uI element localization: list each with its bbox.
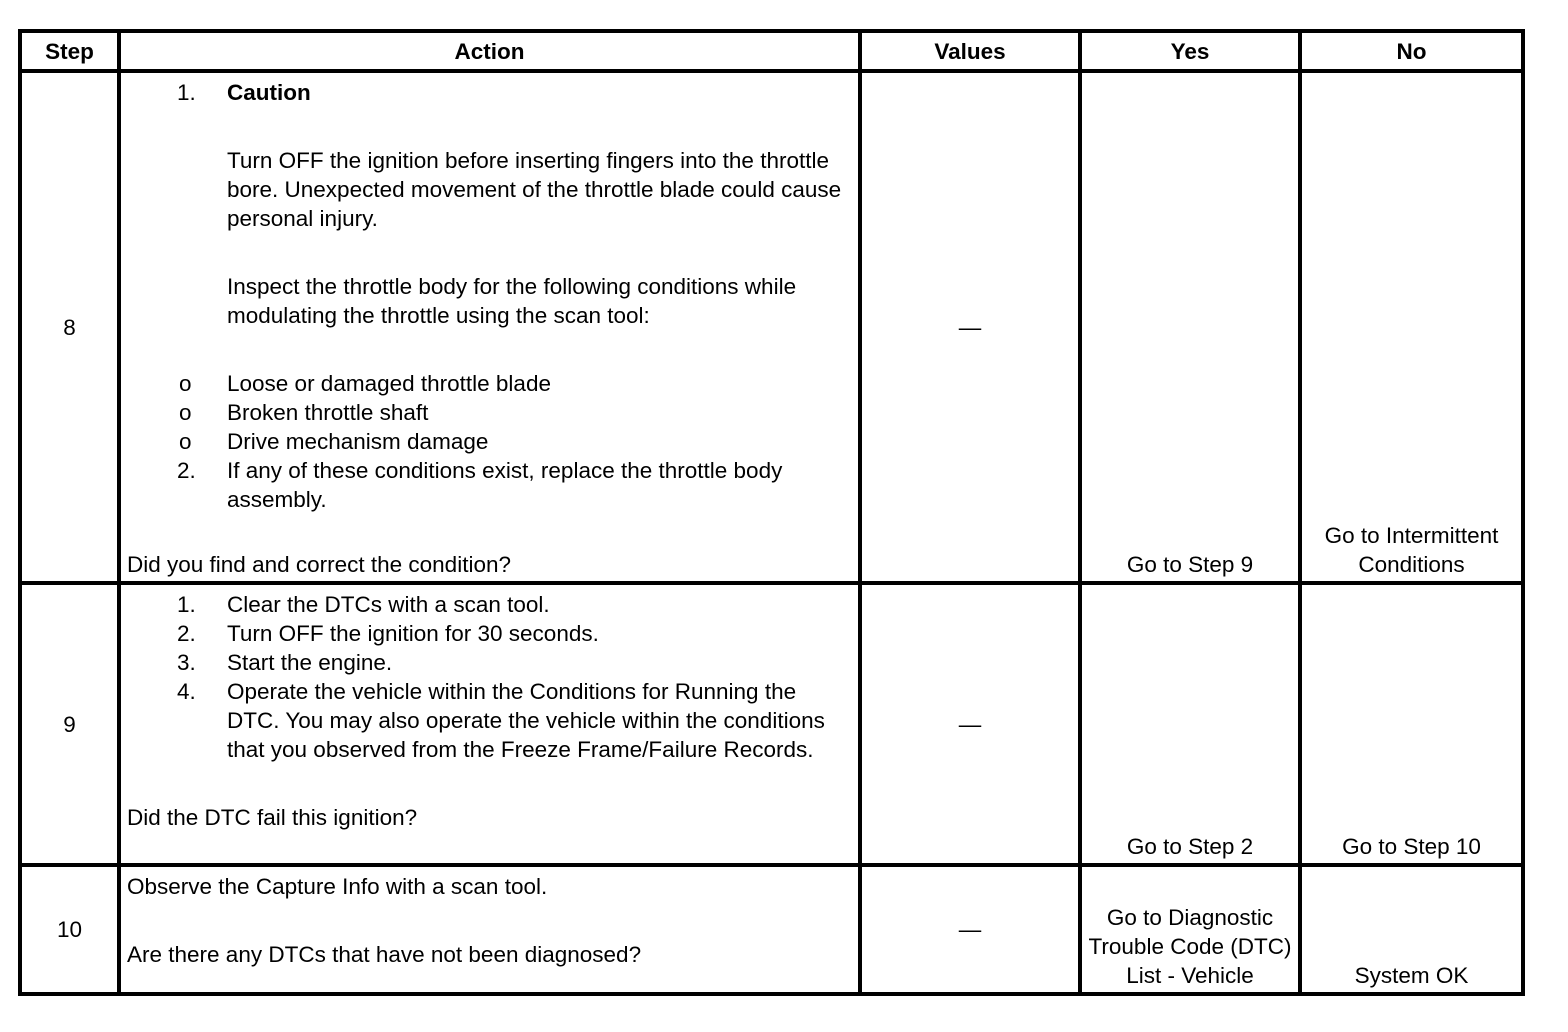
action-cell [119, 583, 860, 865]
substep-number: 2. [177, 458, 196, 483]
no-cell: Go to Step 10 [1300, 583, 1523, 865]
table-row [20, 583, 1523, 865]
list-item [127, 648, 852, 677]
list-item [127, 78, 852, 369]
value-cell: — [860, 865, 1080, 994]
substep-text: Start the engine. [227, 650, 393, 675]
table-row [20, 71, 1523, 583]
list-item [127, 619, 852, 648]
list-item [127, 427, 852, 456]
yes-cell: Go to Step 9 [1080, 71, 1300, 583]
action-cell [119, 865, 860, 994]
condition-list [127, 369, 852, 456]
substep-number: 3. [177, 650, 196, 675]
header-yes: Yes [1080, 31, 1300, 71]
instruction-text: Inspect the throttle body for the following conditions while modulating the throttle using the scan tool: [227, 274, 797, 328]
substep-list [127, 456, 852, 514]
yes-cell: Go to Diagnostic Trouble Code (DTC) List - Vehicle [1080, 865, 1300, 994]
list-item [127, 369, 852, 398]
step-number: 10 [20, 865, 119, 994]
header-values: Values [860, 31, 1080, 71]
substep-number: 1. [177, 592, 196, 617]
substep-number: 2. [177, 621, 196, 646]
bullet-glyph: o [179, 429, 192, 454]
question-text: Did you find and correct the condition? [127, 552, 511, 577]
list-item [127, 456, 852, 514]
instruction-text: Observe the Capture Info with a scan tool. [127, 874, 548, 899]
step-number: 9 [20, 583, 119, 865]
list-item [127, 590, 852, 619]
caution-text: Turn OFF the ignition before inserting fingers into the throttle bore. Unexpected movement of the throttle blade could cause personal injury. [227, 148, 842, 231]
action-cell [119, 71, 860, 583]
table-row [20, 865, 1523, 994]
value-cell: — [860, 71, 1080, 583]
substep-text: Turn OFF the ignition for 30 seconds. [227, 621, 599, 646]
yes-cell: Go to Step 2 [1080, 583, 1300, 865]
no-cell: Go to Intermittent Conditions [1300, 71, 1523, 583]
step-number: 8 [20, 71, 119, 583]
substep-number: 1. [177, 80, 196, 105]
caution-title: Caution [227, 80, 311, 105]
value-cell: — [860, 583, 1080, 865]
header-step: Step [20, 31, 119, 71]
question-text: Did the DTC fail this ignition? [127, 805, 418, 830]
substep-text: Clear the DTCs with a scan tool. [227, 592, 550, 617]
bullet-glyph: o [179, 371, 192, 396]
substep-number: 4. [177, 679, 196, 704]
condition-text: Broken throttle shaft [227, 400, 429, 425]
diagnostic-table [18, 29, 1525, 996]
header-row [20, 31, 1523, 71]
bullet-glyph: o [179, 400, 192, 425]
substep-text: If any of these conditions exist, replace the throttle body assembly. [227, 458, 783, 512]
no-cell: System OK [1300, 865, 1523, 994]
condition-text: Loose or damaged throttle blade [227, 371, 551, 396]
header-action: Action [119, 31, 860, 71]
substep-text: Operate the vehicle within the Conditions for Running the DTC. You may also operate the vehicle within the conditions that you observed from the Freeze Frame/Failure Records. [227, 679, 825, 762]
question-text: Are there any DTCs that have not been diagnosed? [127, 942, 642, 967]
condition-text: Drive mechanism damage [227, 429, 489, 454]
list-item [127, 398, 852, 427]
substep-list [127, 590, 852, 764]
list-item [127, 677, 852, 764]
header-no: No [1300, 31, 1523, 71]
substep-list [127, 78, 852, 369]
